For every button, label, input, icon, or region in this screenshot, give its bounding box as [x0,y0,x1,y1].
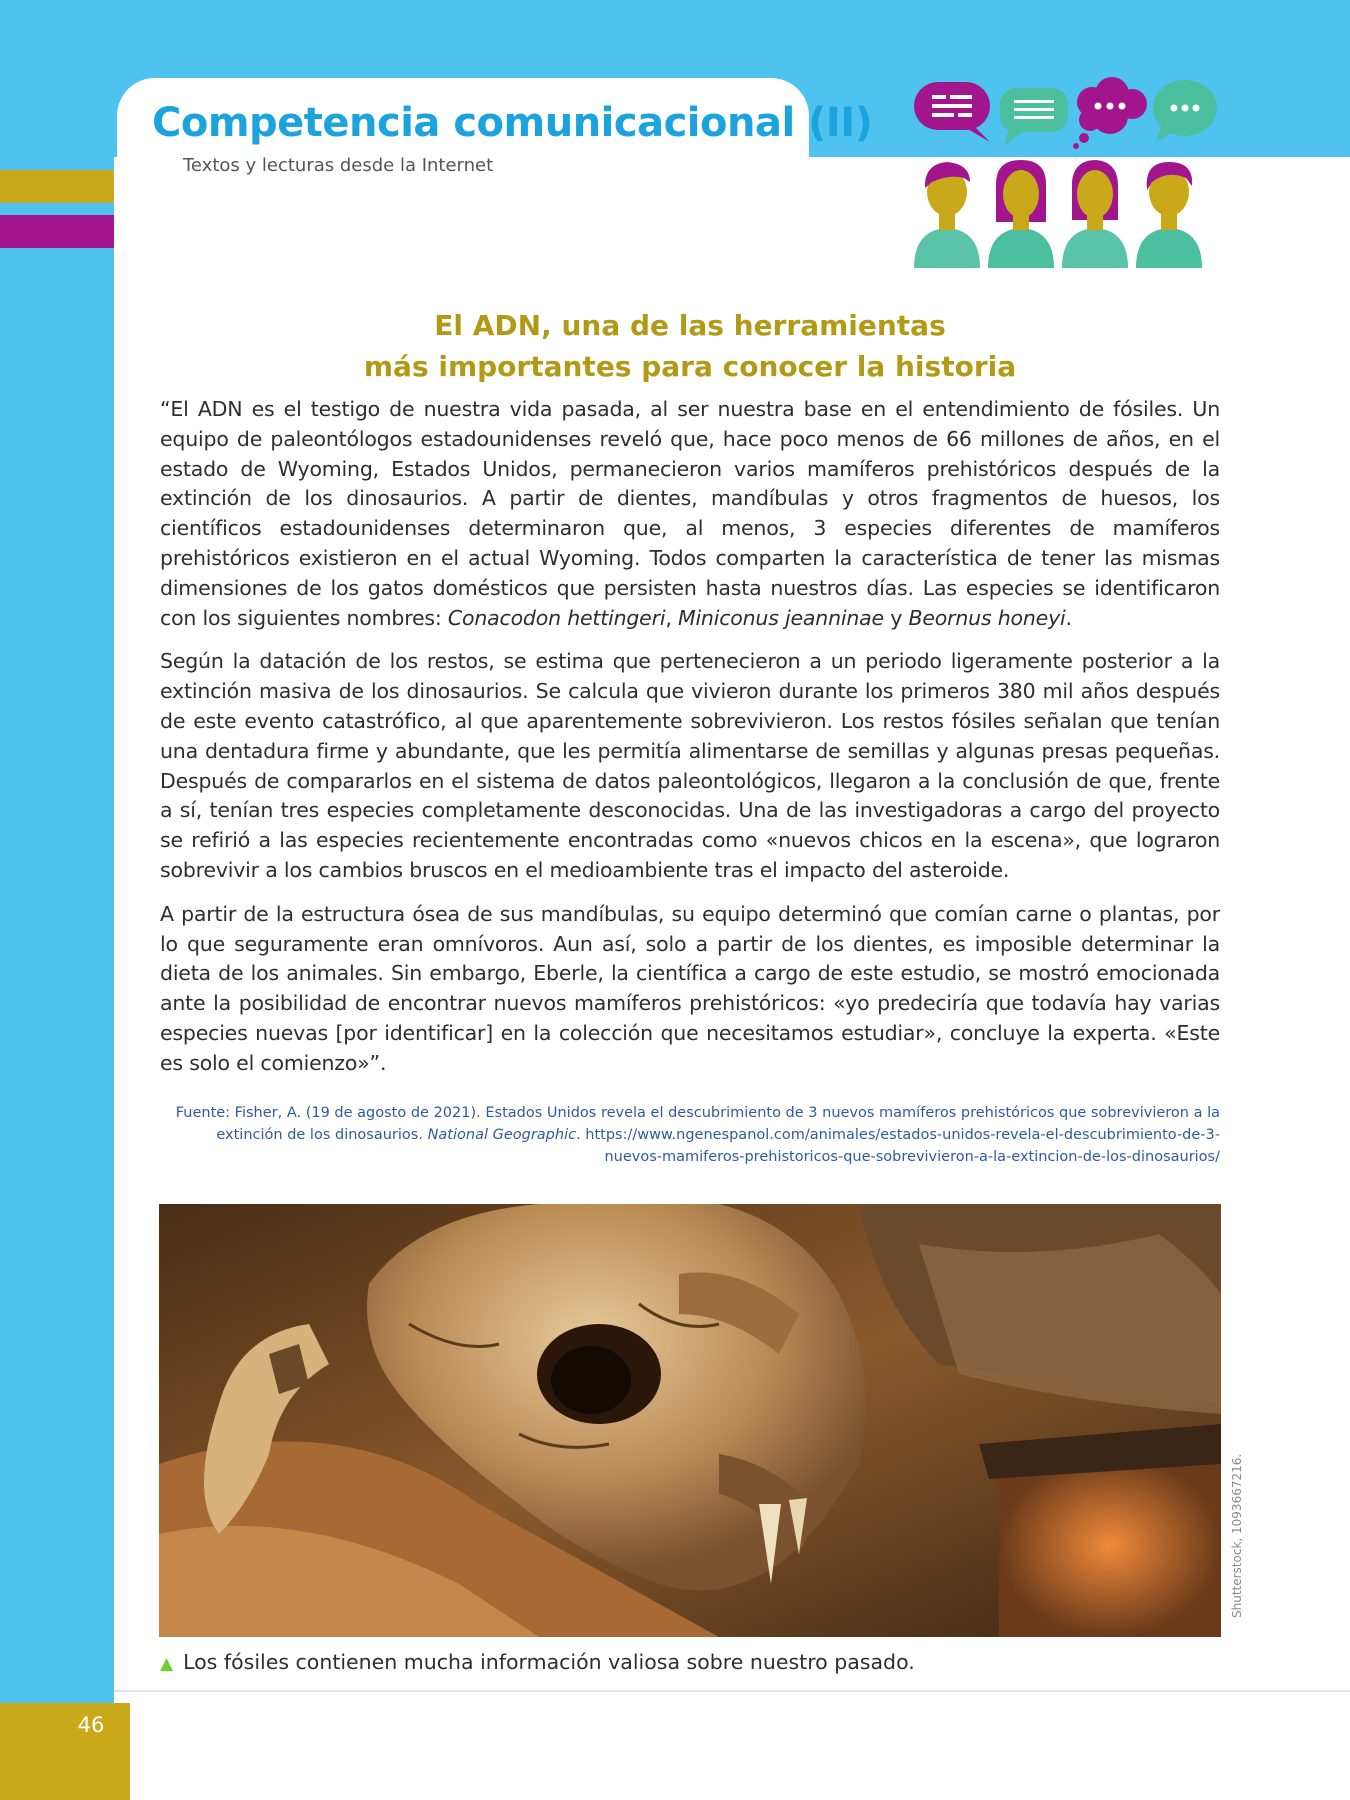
person-avatar [1136,162,1202,268]
article-title-line-1: El ADN, una de las herramientas [434,309,946,342]
page-subtitle: Textos y lecturas desde la Internet [183,155,494,176]
chat-bubble-dots-icon [1153,80,1217,142]
photo-caption [160,1650,915,1674]
page-title: Competencia comunicacional (II) [152,100,873,146]
paragraph-3: A partir de la estructura ósea de sus mandíbulas, su equipo determinó que comían carne o plantas, por lo que seguramente eran omnívoros. Aun así, solo a partir de los dientes, es imposible determinar la dieta de los animales. Sin embargo, Eberle, la científica a cargo de este estudio, se mostró emocionada ante la posibilidad de encontrar nuevos mamíferos prehistóricos: «yo predeciría que todavía hay varias especies nuevas [por identificar] en la colección que necesitamos estudiar», concluye la experta. «Este es solo el comienzo»”. [160,901,1220,1075]
footer-divider [114,1690,1350,1692]
triangle-bullet-icon: ▲ [160,1654,174,1674]
publication-name: National Geographic [427,1127,577,1143]
article-title-line-2: más importantes para conocer la historia [363,350,1017,383]
cloud-thought-icon [1073,77,1147,149]
citation-text: Fuente: Fisher, A. (19 de agosto de 2021). Estados Unidos revela el descubrimiento de 3 nuevos mamíferos prehistóricos que sobrevivieron a la extinción de los dinosaurios. [175,1105,1220,1143]
source-citation [175,1102,1220,1168]
article-body [160,395,1220,1093]
species-name: Beornus honeyi [908,605,1066,630]
chat-bubble-text-icon [1000,88,1068,146]
caption-text: Los fósiles contienen mucha información valiosa sobre nuestro pasado. [183,1650,915,1674]
species-name: Conacodon hettingeri [447,605,666,630]
person-avatar [1062,160,1128,268]
separator: y [883,605,909,630]
fossil-skull-photo [159,1204,1221,1637]
left-margin-band [0,157,114,1800]
gold-accent-strip [0,170,114,203]
communication-illustration [910,70,1225,270]
separator: , [665,605,678,630]
paragraph-1 [160,395,1220,633]
page-number: 46 [77,1713,105,1737]
species-name: Miniconus jeanninae [677,605,884,630]
person-avatar [914,162,980,268]
photo-credit: Shutterstock, 1093667216. [1230,1453,1244,1618]
paragraph-1-text: “El ADN es el testigo de nuestra vida pasada, al ser nuestra base en el entendimiento de fósiles. Un equipo de paleontólogos estadounidenses reveló que, hace poco menos de 66 millones de años, en el estado de Wyoming, Estados Unidos, permanecieron varios mamíferos prehistóricos después de la extinción de los dinosaurios. A partir de dientes, mandíbulas y otros fragmentos de huesos, los científicos estadounidenses determinaron que, al menos, 3 especies diferentes de mamíferos prehistóricos existieron en el actual Wyoming. Todos comparten la característica de tener las mismas dimensiones de los gatos domésticos que persisten hasta nuestros días. Las especies se identificaron con los siguientes nombres: [160,397,1220,630]
article-title [160,305,1220,387]
paragraph-1-end: . [1065,605,1072,630]
person-avatar [988,160,1054,268]
purple-accent-strip [0,215,114,248]
people-avatars-icon [914,160,1202,268]
citation-url: . https://www.ngenespanol.com/animales/estados-unidos-revela-el-descubrimiento-de-3-nuevos-mamiferos-prehistoricos-que-sobrevivieron-a-la-extincion-de-los-dinosaurios/ [576,1127,1220,1165]
paragraph-2: Según la datación de los restos, se estima que pertenecieron a un periodo ligeramente posterior a la extinción masiva de los dinosaurios. Se calcula que vivieron durante los primeros 380 mil años después de este evento catastrófico, al que aparentemente sobrevivieron. Los restos fósiles señalan que tenían una dentadura firme y abundante, que les permitía alimentarse de semillas y algunas presas pequeñas. Después de compararlos en el sistema de datos paleontológicos, llegaron a la conclusión de que, frente a sí, tenían tres especies completamente desconocidas. Una de las investigadoras a cargo del proyecto se refirió a las especies recientemente encontradas como «nuevos chicos en la escena», que lograron sobrevivir a los cambios bruscos en el medioambiente tras el impacto del asteroide. [160,649,1220,882]
chat-bubble-lines-icon [914,82,990,142]
